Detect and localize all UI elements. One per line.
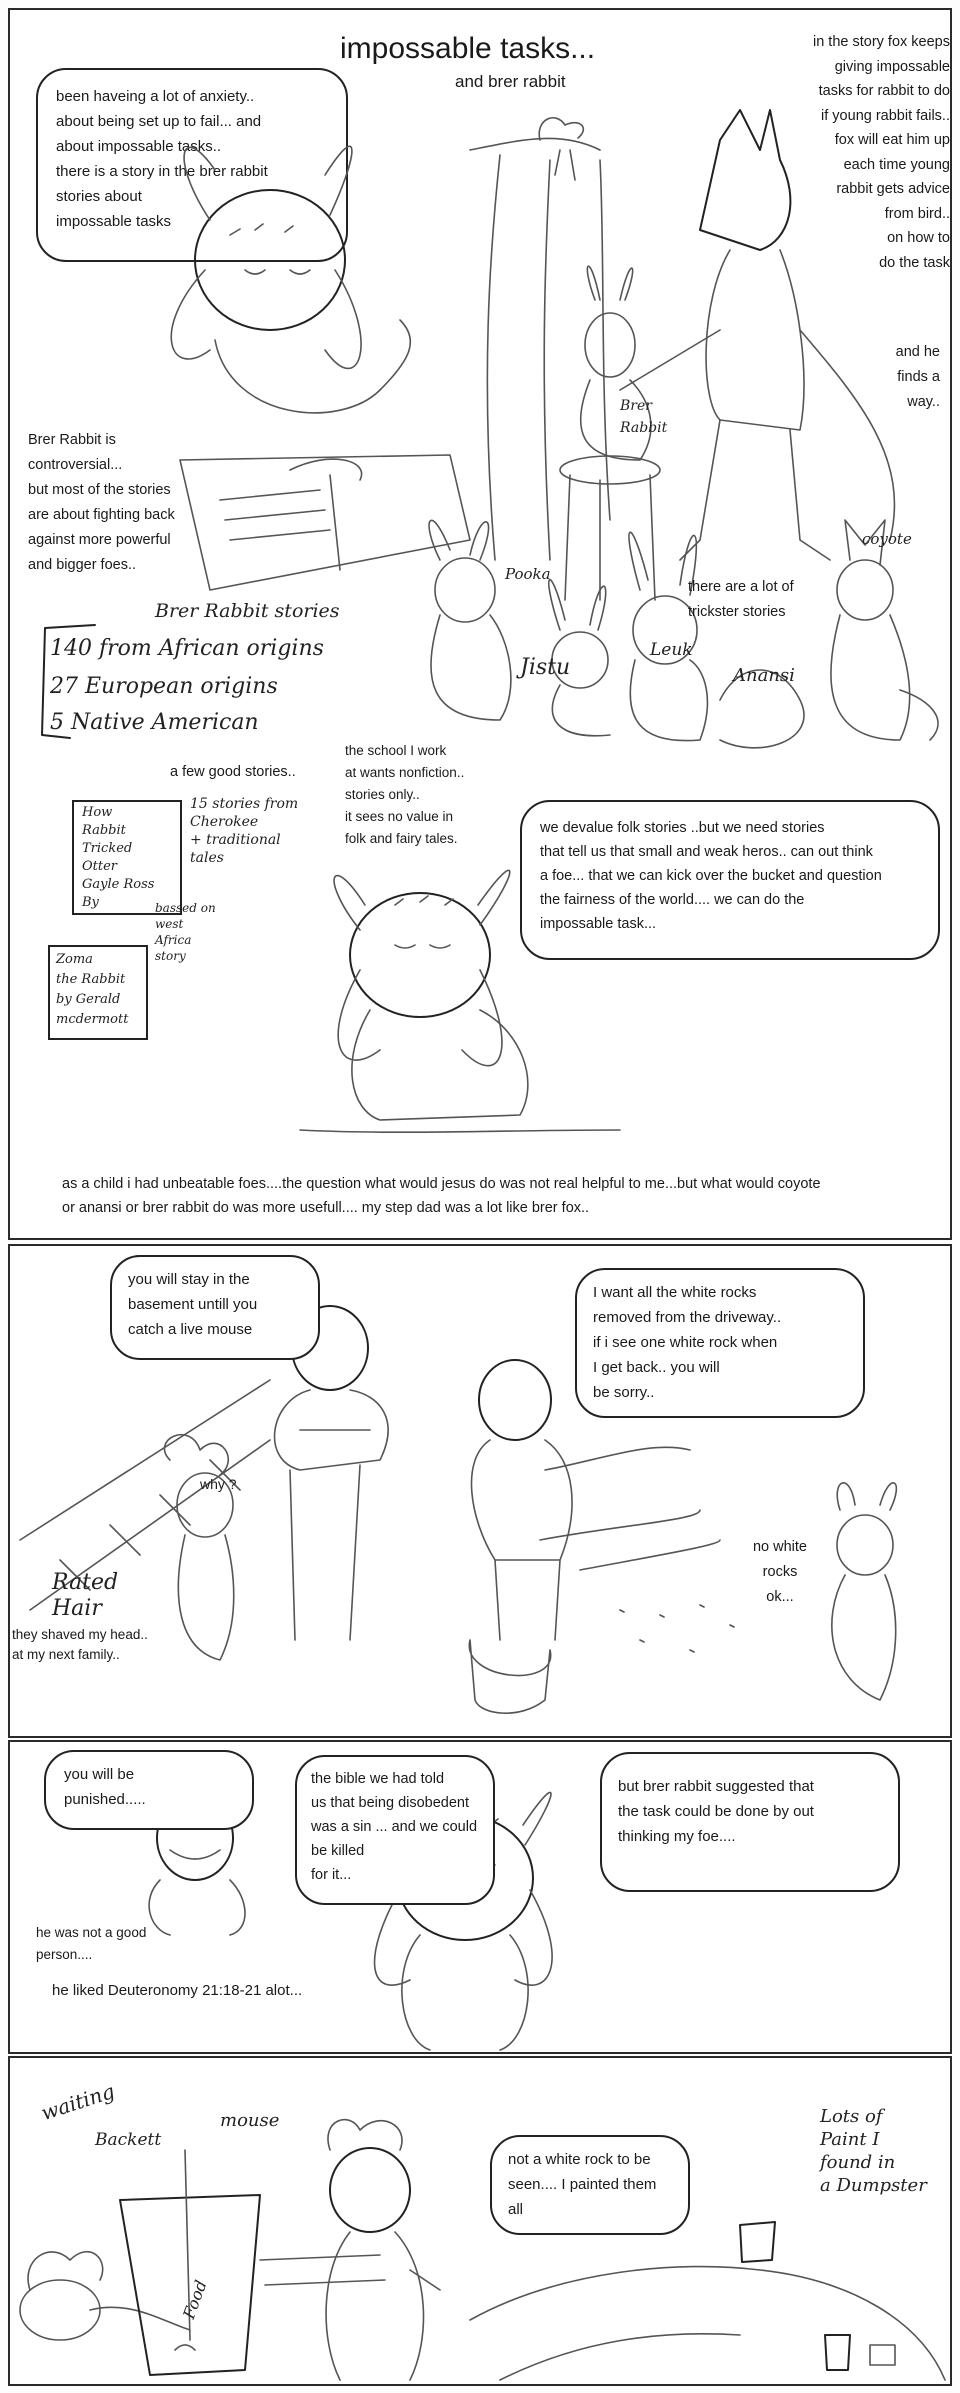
bible-speech-bubble: the bible we had told us that being disobedent was a sin ... and we could be killed for it... bbox=[295, 1755, 495, 1905]
no-white-rocks-text: no white rocks ok... bbox=[752, 1539, 807, 1605]
trickster-text: there are a lot of trickster stories bbox=[688, 579, 794, 620]
stats-african: 140 from African origins bbox=[50, 636, 324, 661]
school-text: the school I work at wants nonfiction.. stories only.. it sees no value in folk and fairy tales. bbox=[345, 743, 465, 846]
finds-a-way-text: and he finds a way.. bbox=[895, 344, 940, 410]
label-jistu: Jistu bbox=[520, 655, 571, 680]
book-2-note: bassed on west Africa story bbox=[155, 901, 216, 963]
waiting-label: waiting bbox=[38, 2078, 118, 2126]
stats-native: 5 Native American bbox=[50, 710, 259, 735]
painted-rocks-speech-bubble: not a white rock to be seen.... I painted them all bbox=[490, 2135, 690, 2235]
rated-hair-label: Rated Hair bbox=[52, 1570, 119, 1621]
book-2-title: Zoma the Rabbit by Gerald mcdermott bbox=[56, 952, 129, 1027]
story-description: in the story fox keeps giving impossable tasks for rabbit to do if young rabbit fails.. fox will eat him up each time young rabbit gets advice from bird.. on how to do the task bbox=[812, 34, 950, 271]
label-anansi: Anansi bbox=[733, 665, 795, 686]
stats-european: 27 European origins bbox=[50, 674, 278, 699]
food-label: Food bbox=[179, 2277, 211, 2322]
backet-label: Backett bbox=[95, 2130, 162, 2150]
white-rocks-speech-bubble: I want all the white rocks removed from the driveway.. if i see one white rock when I get back.. you will be sorry.. bbox=[575, 1268, 865, 1418]
basement-speech-bubble: you will stay in the basement untill you catch a live mouse bbox=[110, 1255, 320, 1360]
brer-rabbit-label: Brer Rabbit bbox=[620, 398, 668, 436]
brer-suggested-speech-bubble: but brer rabbit suggested that the task could be done by out thinking my foe.... bbox=[600, 1752, 900, 1892]
label-coyote: coyote bbox=[862, 530, 912, 548]
punished-speech-bubble: you will be punished..... bbox=[44, 1750, 254, 1830]
controversial-text: Brer Rabbit is controversial... but most of the stories are about fighting back against more powerful and bigger foes.. bbox=[28, 432, 175, 573]
shaved-head-text: they shaved my head.. at my next family.. bbox=[12, 1627, 148, 1662]
not-good-person-text: he was not a good person.... bbox=[36, 1925, 147, 1962]
comic-subtitle: and brer rabbit bbox=[455, 72, 566, 91]
label-leuk: Leuk bbox=[650, 640, 693, 660]
why-text: why ? bbox=[200, 1476, 237, 1492]
good-stories-text: a few good stories.. bbox=[170, 764, 296, 780]
mouse-label: mouse bbox=[220, 2110, 280, 2131]
stats-heading: Brer Rabbit stories bbox=[155, 600, 340, 622]
comic-title: impossable tasks... bbox=[340, 32, 596, 65]
deuteronomy-text: he liked Deuteronomy 21:18-21 alot... bbox=[52, 1982, 303, 1999]
lots-of-paint-label: Lots of Paint I found in a Dumpster bbox=[820, 2106, 927, 2196]
book-1-note: 15 stories from Cherokee + traditional tales bbox=[190, 796, 299, 866]
book-1-title: How Rabbit Tricked Otter Gayle Ross By bbox=[82, 805, 155, 910]
label-pooka: Pooka bbox=[505, 565, 551, 583]
devalue-speech-bubble: we devalue folk stories ..but we need stories that tell us that small and weak heros.. can out think a foe... that we can kick over the bucket and question the fairness of the world.... we can do the impossable task... bbox=[520, 800, 940, 960]
childhood-caption: as a child i had unbeatable foes....the question what would jesus do was not real helpful to me...but what would coyote or anansi or brer rabbit do was more usefull.... my step dad was a lot like brer fox.. bbox=[62, 1176, 821, 1216]
intro-speech-bubble: been haveing a lot of anxiety.. about being set up to fail... and about impossable tasks.. there is a story in the brer rabbit stories about impossable tasks bbox=[36, 68, 348, 262]
